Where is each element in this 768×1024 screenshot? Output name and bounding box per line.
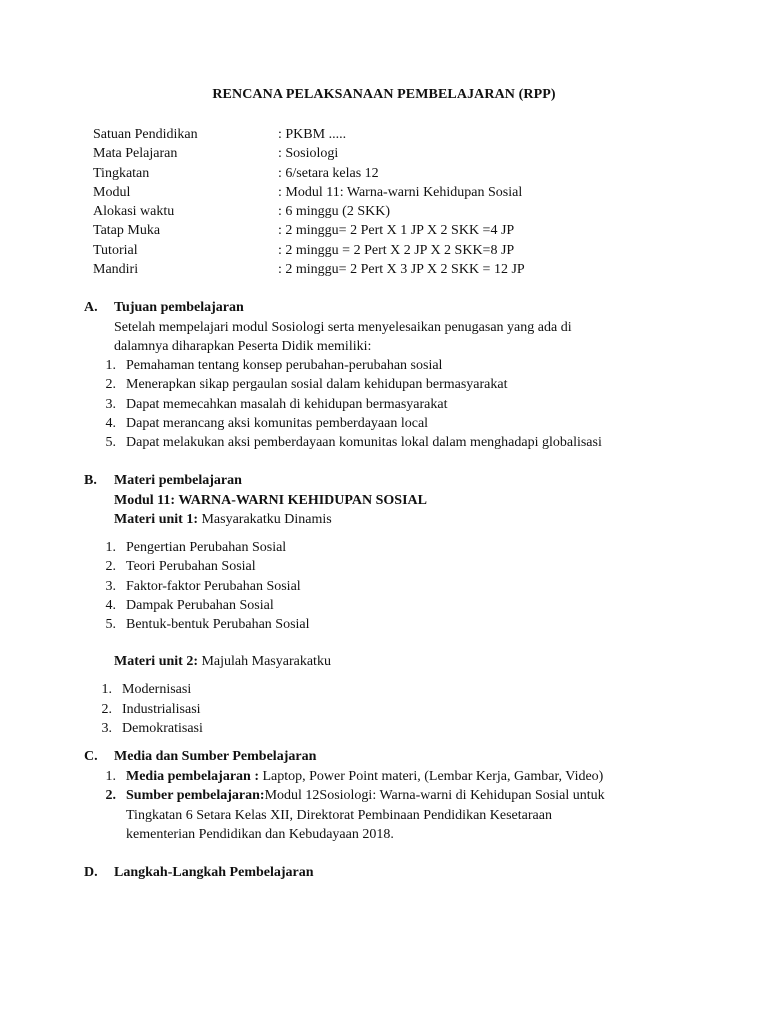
list-item [91,433,724,452]
info-label: Tutorial [93,242,138,258]
list-text [116,786,605,844]
media-list [91,767,724,844]
list-item [91,767,724,786]
section-heading [84,298,724,318]
info-row-tutorial [93,241,693,260]
list-number: 3. [105,396,116,412]
info-label: Satuan Pendidikan [93,127,198,142]
info-label: Mandiri [93,262,139,278]
info-row-mandiri [93,260,693,279]
section-letter: C. [84,749,98,764]
list-text: Dapat melakukan aksi pemberdayaan komunitas lokal dalam menghadapi globalisasi [126,435,602,451]
item-line: Tingkatan 6 Setara Kelas XII, Direktorat Pembinaan Pendidikan Kesetaraan [126,807,552,823]
list-text: Pemahaman tentang konsep perubahan-perubahan sosial [126,358,443,373]
section-media [84,747,724,844]
section-materi [84,471,724,738]
list-item [91,557,724,576]
section-title: Media dan Sumber Pembelajaran [114,749,317,764]
info-label: Modul [93,184,131,200]
list-text: Bentuk-bentuk Perubahan Sosial [126,617,310,633]
list-number: 1. [105,540,116,555]
list-item [91,577,724,596]
list-text: Industrialisasi [122,701,201,717]
tujuan-list [91,356,724,452]
item-value: Modul 12Sosiologi: Warna-warni di Kehidupan Sosial untuk [264,788,605,804]
info-label: Tatap Muka [93,223,161,239]
info-value: : 2 minggu= 2 Pert X 1 JP X 2 SKK =4 JP [278,223,515,239]
list-text [116,767,603,786]
info-value: : Modul 11: Warna-warni Kehidupan Sosial [278,184,523,200]
info-label: Mata Pelajaran [93,146,178,162]
list-number: 4. [105,415,116,431]
info-row-modul [93,183,693,202]
unit-1-heading [114,510,724,529]
section-letter: D. [84,865,98,880]
list-number: 3. [105,578,116,594]
list-number: 4. [105,597,116,613]
unit-label: Materi unit 1: [114,512,198,527]
list-text: Faktor-faktor Perubahan Sosial [126,578,301,594]
unit-2-list [87,680,724,738]
info-row-tingkatan [93,164,693,183]
unit-2-heading [114,652,724,671]
document-title: RENCANA PELAKSANAAN PEMBELAJARAN (RPP) [212,87,556,102]
list-number: 1. [105,358,116,373]
section-title: Langkah-Langkah Pembelajaran [114,865,314,880]
info-row-satuan [93,125,693,144]
info-row-mapel [93,144,693,163]
unit-name: Masyarakatku Dinamis [197,512,332,527]
list-number: 2. [105,377,116,393]
info-value: : 6/setara kelas 12 [278,165,379,181]
info-label: Alokasi waktu [93,204,175,220]
list-number: 1. [101,682,112,698]
info-label: Tingkatan [93,165,150,181]
item-label: Media pembelajaran : [126,769,259,784]
section-langkah [84,863,724,883]
item-line: kementerian Pendidikan dan Kebudayaan 2018. [126,826,394,842]
list-item [87,700,724,719]
intro-line: Setelah mempelajari modul Sosiologi serta menyelesaikan penugasan yang ada di [114,320,572,335]
list-text: Modernisasi [122,682,192,698]
list-text: Menerapkan sikap pergaulan sosial dalam kehidupan bermasyarakat [126,377,508,393]
list-item [91,538,724,557]
list-item [91,414,724,433]
intro-line: dalamnya diharapkan Peserta Didik memiliki: [114,339,372,354]
list-text: Teori Perubahan Sosial [126,559,256,575]
item-value: Laptop, Power Point materi, (Lembar Kerja, Gambar, Video) [258,769,604,784]
info-value: : PKBM ..... [278,127,347,142]
list-item [91,786,724,844]
list-number: 2. [105,788,116,804]
list-text: Demokratisasi [122,721,203,737]
item-line [126,786,605,805]
list-item [87,680,724,699]
section-title: Tujuan pembelajaran [114,300,244,315]
list-number: 5. [105,617,116,633]
info-value: : 6 minggu (2 SKK) [278,204,390,220]
section-heading [84,747,724,767]
info-value: : Sosiologi [278,146,339,162]
list-number: 1. [105,769,116,784]
list-number: 2. [105,559,116,575]
item-label: Sumber pembelajaran: [126,788,265,804]
list-text: Dampak Perubahan Sosial [126,597,274,613]
list-text: Dapat merancang aksi komunitas pemberdayaan local [126,415,429,431]
list-item [91,615,724,634]
list-item [87,719,724,738]
list-text: Pengertian Perubahan Sosial [126,540,287,555]
info-value: : 2 minggu= 2 Pert X 3 JP X 2 SKK = 12 JP [278,262,525,278]
section-tujuan [84,298,724,452]
info-row-tatap-muka [93,221,693,240]
list-number: 2. [101,701,112,717]
list-text: Dapat memecahkan masalah di kehidupan bermasyarakat [126,396,448,412]
section-letter: A. [84,300,98,315]
list-number: 3. [101,721,112,737]
list-item [91,596,724,615]
list-item [91,375,724,394]
section-title: Materi pembelajaran [114,473,242,488]
list-item [91,395,724,414]
info-row-alokasi [93,202,693,221]
list-number: 5. [105,435,116,451]
unit-1-list [91,538,724,634]
module-title: Modul 11: WARNA-WARNI KEHIDUPAN SOSIAL [114,493,427,508]
unit-name: Majulah Masyarakatku [197,654,331,670]
section-heading [84,471,724,491]
list-item [91,356,724,375]
section-intro [114,318,724,356]
section-letter: B. [84,473,97,488]
section-heading [84,863,724,883]
unit-label: Materi unit 2: [114,654,198,670]
info-value: : 2 minggu = 2 Pert X 2 JP X 2 SKK=8 JP [278,242,515,258]
info-table [93,125,693,279]
